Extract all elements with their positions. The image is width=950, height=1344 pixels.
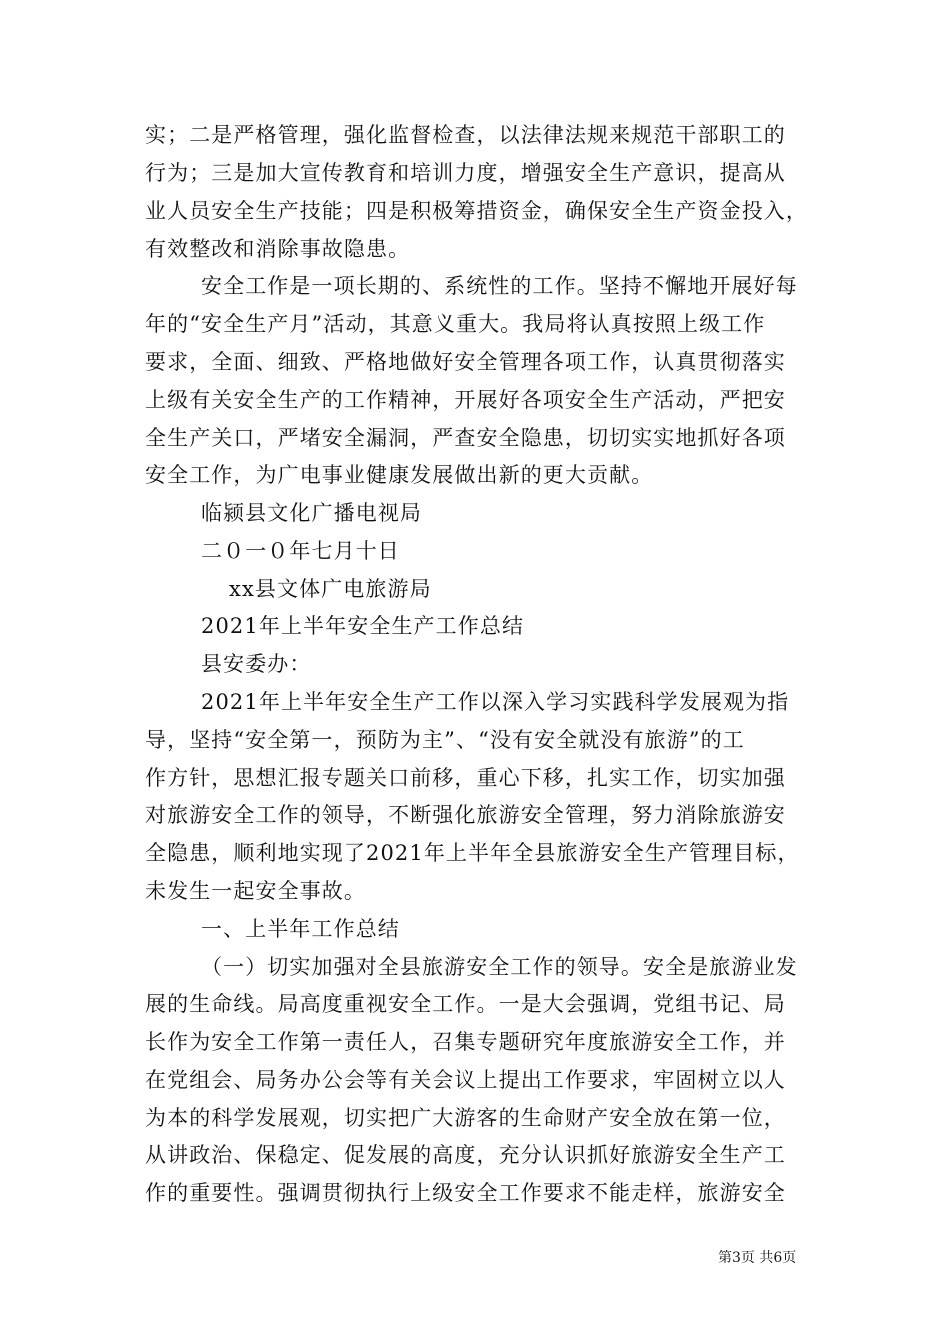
text-line: 要求，全面、细致、严格地做好安全管理各项工作，认真贯彻落实 [145,350,786,374]
text-line: 未发生一起安全事故。 [145,879,366,903]
text-line: 全隐患，顺利地实现了2021年上半年全县旅游安全生产管理目标， [145,841,800,865]
text-line: 有效整改和消除事故隐患。 [145,237,411,261]
text-line: 上级有关安全生产的工作精神，开展好各项安全生产活动，严把安 [145,388,786,412]
text-line: 长作为安全工作第一责任人，召集专题研究年度旅游安全工作，并 [145,1030,786,1054]
page-number: 第3页 共6页 [718,1250,797,1266]
text-line: 为本的科学发展观，切实把广大游客的生命财产安全放在第一位， [145,1106,786,1130]
text-line: 全生产关口，严堵安全漏洞，严查安全隐患，切切实实地抓好各项 [145,426,786,450]
text-line: 行为；三是加大宣传教育和培训力度，增强安全生产意识，提高从 [145,161,786,185]
text-line: 在党组会、局务办公会等有关会议上提出工作要求，牢固树立以人 [145,1068,786,1092]
signature-date: 二０一０年七月十日 [201,539,400,563]
paragraph-start: （一）切实加强对全县旅游安全工作的领导。安全是旅游业发 [201,955,798,979]
text-line: 作方针，思想汇报专题关口前移，重心下移，扎实工作，切实加强 [145,766,786,790]
paragraph-start: 2021年上半年安全生产工作以深入学习实践科学发展观为指 [201,690,790,714]
salutation: 县安委办： [201,652,312,676]
section-heading: 一、上半年工作总结 [201,917,400,941]
text-line: 从讲政治、保稳定、促发展的高度，充分认识抓好旅游安全生产工 [145,1143,786,1167]
text-line: 展的生命线。局高度重视安全工作。一是大会强调，党组书记、局 [145,992,786,1016]
text-line: 对旅游安全工作的领导，不断强化旅游安全管理，努力消除旅游安 [145,803,786,827]
document-title: 2021年上半年安全生产工作总结 [201,614,525,638]
text-line: 年的“安全生产月”活动，其意义重大。我局将认真按照上级工作 [145,312,766,336]
text-line: 实；二是严格管理，强化监督检查，以法律法规来规范干部职工的 [145,123,786,147]
text-line: 导，坚持“安全第一，预防为主”、“没有安全就没有旅游”的工 [145,728,745,752]
text-line: 安全工作，为广电事业健康发展做出新的更大贡献。 [145,463,654,487]
text-line: 作的重要性。强调贯彻执行上级安全工作要求不能走样，旅游安全 [145,1181,786,1205]
paragraph-start: 安全工作是一项长期的、系统性的工作。坚持不懈地开展好每 [201,274,798,298]
text-line: 业人员安全生产技能；四是积极筹措资金，确保安全生产资金投入， [145,199,808,223]
signature-organization: 临颍县文化广播电视局 [201,501,422,525]
organization-heading: xx县文体广电旅游局 [229,577,432,601]
